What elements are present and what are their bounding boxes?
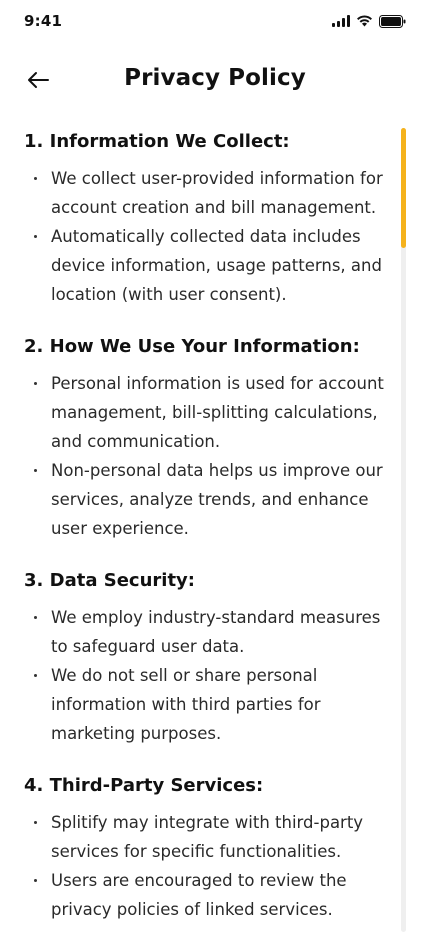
bullet-dot	[34, 821, 37, 824]
section-title: 4. Third-Party Services:	[24, 775, 264, 796]
bullet-dot	[34, 177, 37, 180]
list-item	[24, 369, 394, 456]
list-item	[24, 866, 394, 924]
list-item	[24, 456, 394, 543]
bullet-list	[24, 369, 394, 543]
list-item	[24, 164, 394, 222]
policy-section	[24, 128, 394, 309]
wifi-icon	[356, 15, 373, 27]
battery-icon	[379, 15, 406, 28]
policy-section	[24, 333, 394, 543]
status-time: 9:41	[24, 12, 63, 30]
list-item-text: Automatically collected data includes device information, usage patterns, and location (with user consent).	[51, 227, 382, 304]
bullet-dot	[34, 235, 37, 238]
bullet-dot	[34, 879, 37, 882]
bullet-dot	[34, 382, 37, 385]
list-item	[24, 808, 394, 866]
section-title: 3. Data Security:	[24, 570, 195, 591]
list-item	[24, 222, 394, 309]
signal-icon	[332, 15, 350, 27]
policy-section	[24, 772, 394, 924]
status-icons	[332, 14, 406, 28]
header	[0, 56, 430, 104]
policy-section	[24, 567, 394, 748]
section-title: 1. Information We Collect:	[24, 131, 290, 152]
list-item-text: Users are encouraged to review the privacy policies of linked services.	[51, 871, 347, 919]
policy-content[interactable]	[24, 128, 394, 932]
status-bar	[0, 0, 430, 44]
page-title: Privacy Policy	[124, 65, 306, 91]
list-item-text: We collect user-provided information for account creation and bill management.	[51, 169, 383, 217]
list-item-text: Splitify may integrate with third-party services for specific functionalities.	[51, 813, 364, 861]
list-item-text: We employ industry-standard measures to safeguard user data.	[51, 608, 381, 656]
scrollbar-thumb[interactable]	[401, 128, 406, 248]
bullet-list	[24, 603, 394, 748]
section-title: 2. How We Use Your Information:	[24, 336, 360, 357]
bullet-dot	[34, 469, 37, 472]
bullet-dot	[34, 616, 37, 619]
scrollbar-track[interactable]	[401, 128, 406, 932]
bullet-dot	[34, 674, 37, 677]
bullet-list	[24, 164, 394, 309]
list-item	[24, 661, 394, 748]
list-item-text: We do not sell or share personal information with third parties for marketing purposes.	[51, 666, 321, 743]
list-item-text: Non-personal data helps us improve our services, analyze trends, and enhance user experience.	[51, 461, 383, 538]
list-item	[24, 603, 394, 661]
bullet-list	[24, 808, 394, 924]
list-item-text: Personal information is used for account management, bill-splitting calculations, and communication.	[51, 374, 384, 451]
